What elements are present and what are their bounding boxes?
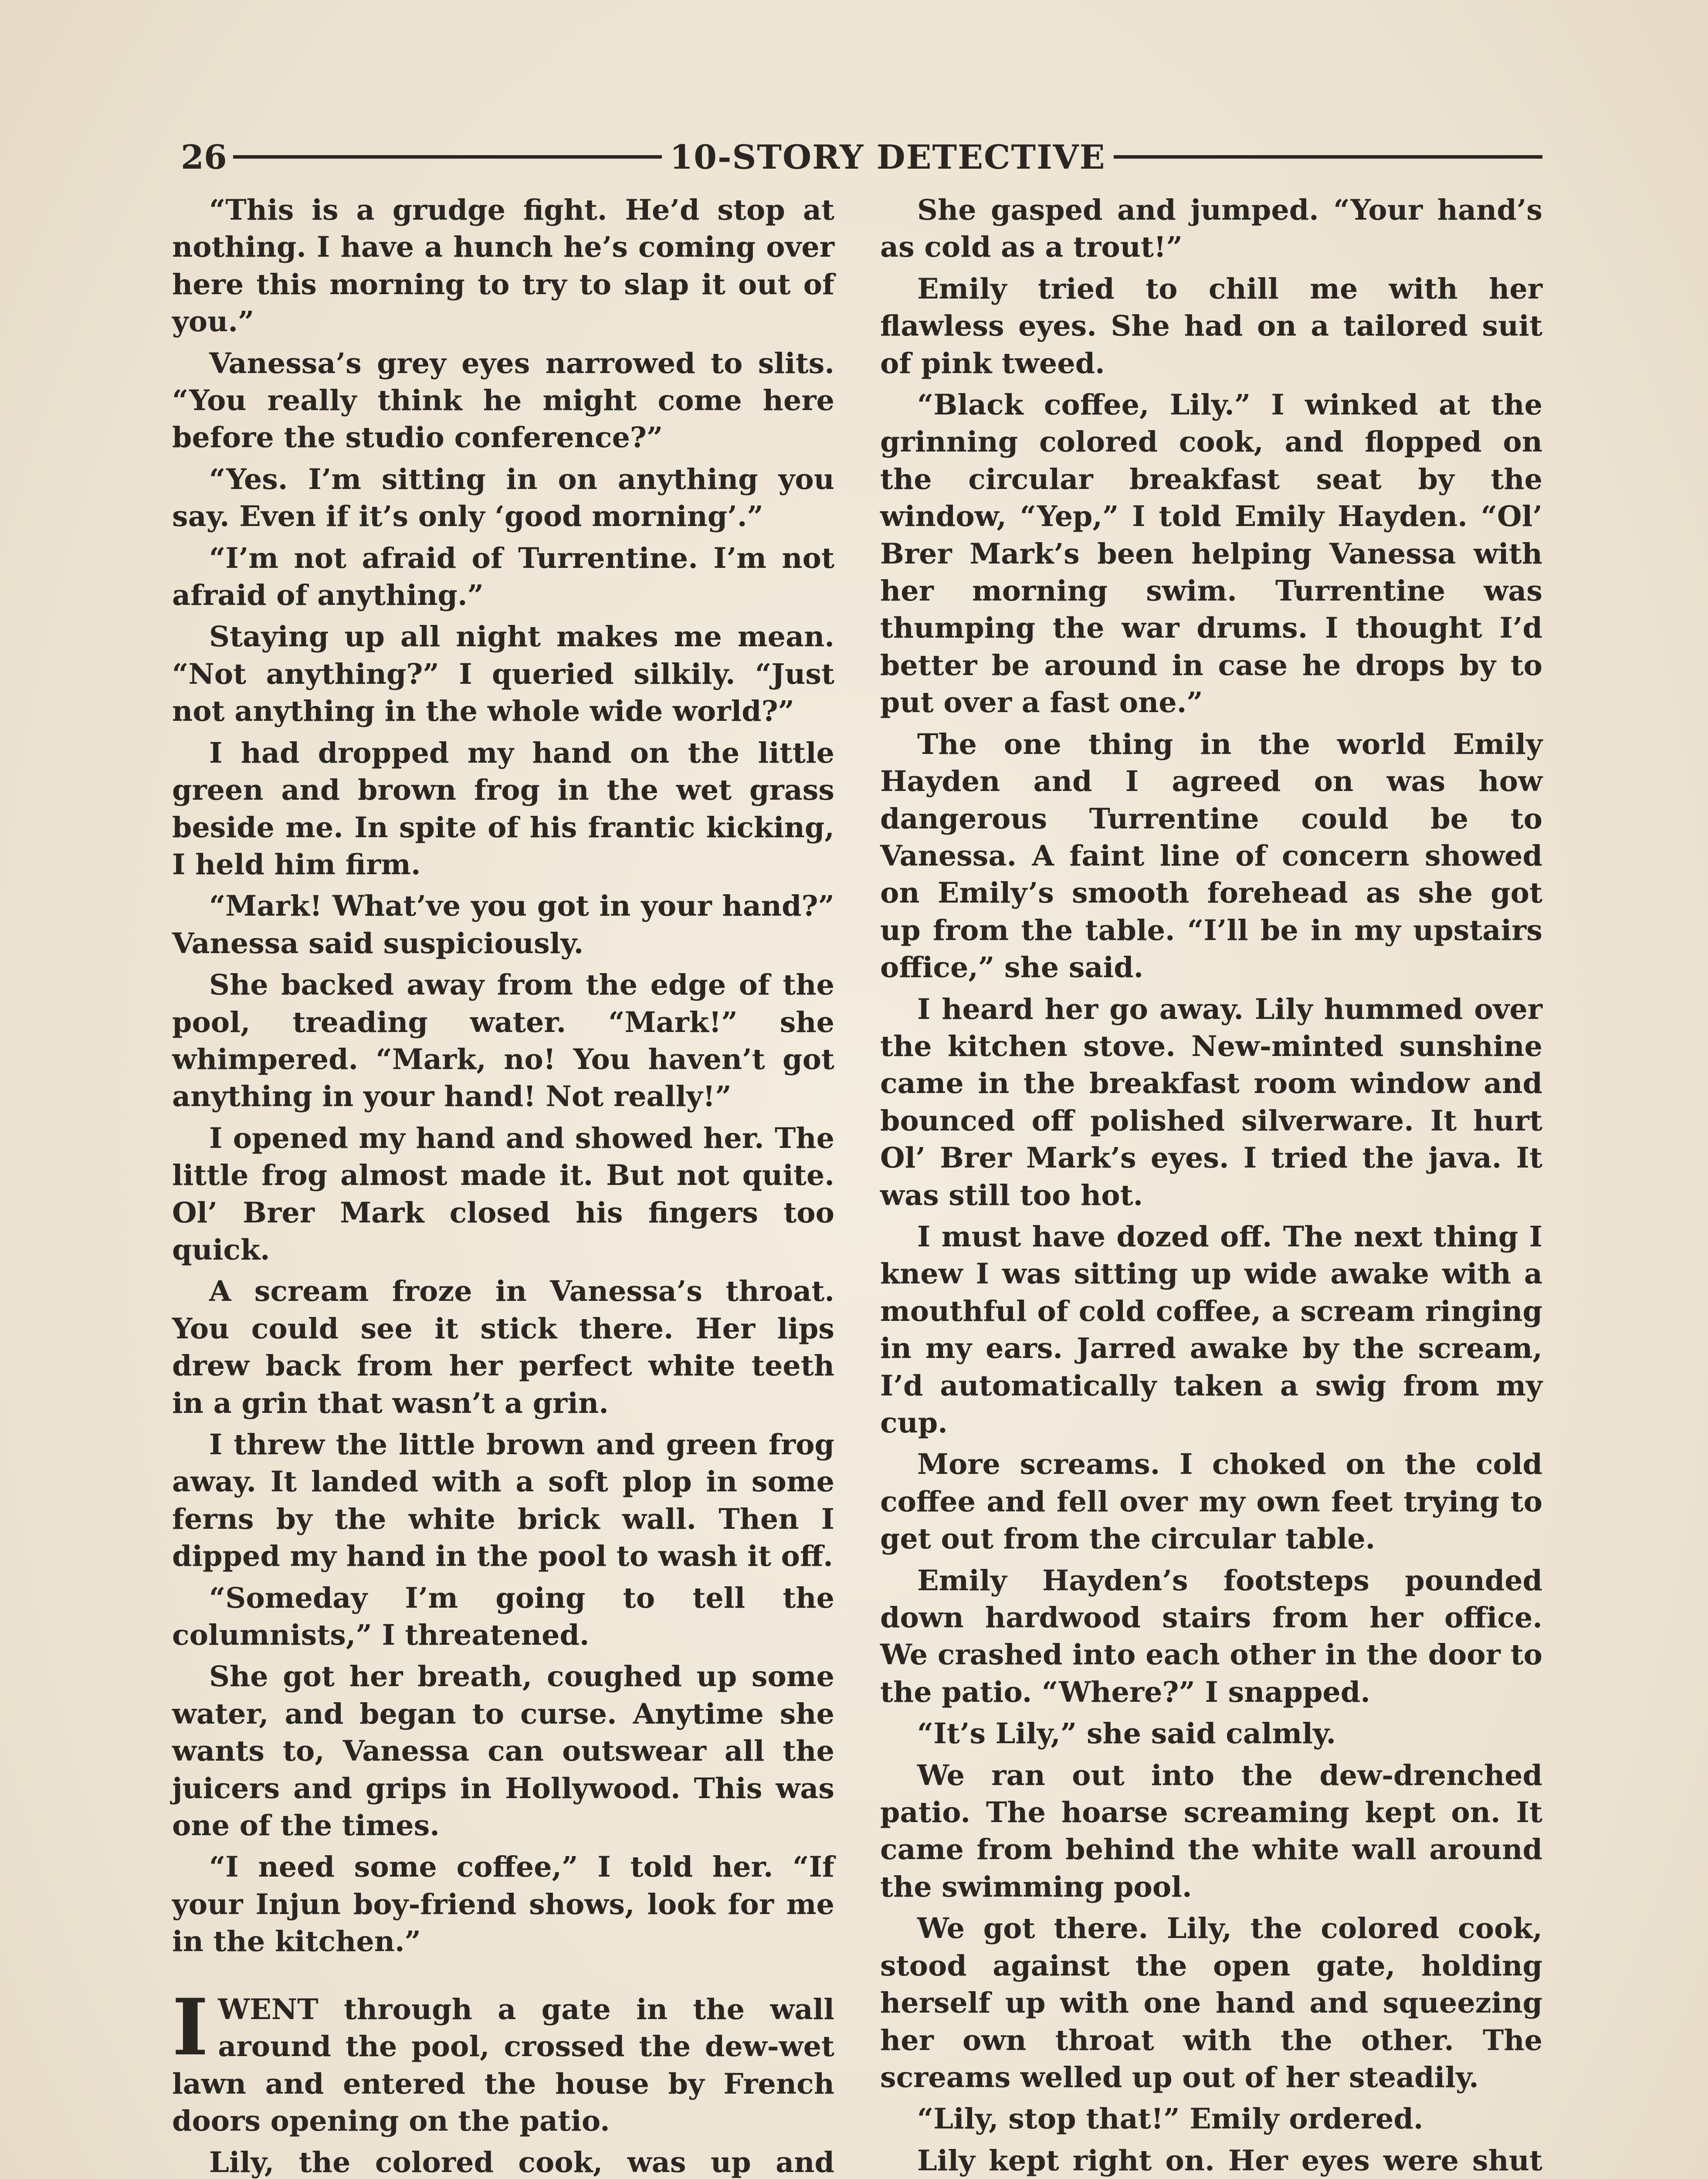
paragraph: She gasped and jumped. “Your hand’s as cold as a trout!” bbox=[880, 193, 1542, 264]
paragraph: Lily kept right on. Her eyes were shut bbox=[917, 2144, 1542, 2177]
paragraph: The one thing in the world Emily Hayden and I agreed on was how dangerous Turrentine could be to Vanessa. A faint line of concern showed on Emily’s smooth forehead as she got up from the table. “I’ll be in my upstairs office,” she said. bbox=[880, 727, 1542, 984]
paragraph: More screams. I choked on the cold coffee and fell over my own feet trying to get out from the circular table. bbox=[880, 1448, 1542, 1556]
header-rule-left bbox=[233, 155, 662, 159]
running-header bbox=[181, 131, 1542, 183]
paragraph: “Lily, stop that!” Emily ordered. bbox=[917, 2102, 1423, 2136]
magazine-title: 10-STORY DETECTIVE bbox=[670, 137, 1106, 176]
paragraph: Emily tried to chill me with her flawless eyes. She had on a tailored suit of pink tweed. bbox=[880, 272, 1542, 380]
paragraph: Staying up all night makes me mean. “Not anything?” I queried silkily. “Just not anything in the whole wide world?” bbox=[172, 620, 834, 728]
paragraph: I opened my hand and showed her. The little frog almost made it. But not quite. Ol’ Brer Mark closed his fingers too quick. bbox=[172, 1121, 834, 1266]
paragraph: “Someday I’m going to tell the columnists,” I threatened. bbox=[172, 1581, 834, 1652]
header-rule-right bbox=[1114, 155, 1542, 159]
paragraph: I must have dozed off. The next thing I knew I was sitting up wide awake with a mouthful of cold coffee, a scream ringing in my ears. Jarred awake by the scream, I’d automatically taken a swig from my cup. bbox=[880, 1220, 1542, 1439]
right-column bbox=[880, 192, 1542, 2179]
left-column bbox=[172, 192, 834, 2179]
paragraph: I heard her go away. Lily hummed over the kitchen stove. New-minted sunshine came in the breakfast room window and bounced off polished silverware. It hurt Ol’ Brer Mark’s eyes. I tried the java. It was still too hot. bbox=[880, 992, 1542, 1212]
paragraph: We ran out into the dew-drenched patio. The hoarse screaming kept on. It came from behind the white wall around the swimming pool. bbox=[880, 1758, 1542, 1904]
paragraph: “It’s Lily,” she said calmly. bbox=[917, 1717, 1336, 1751]
paragraph: “I need some coffee,” I told her. “If your Injun boy-friend shows, look for me in the kitchen.” bbox=[172, 1850, 834, 1958]
dropcap-text: WENT through a gate in the wall around the pool, crossed the dew-wet lawn and entered the house by French doors opening on the patio. bbox=[172, 1992, 834, 2138]
paragraph: “Yes. I’m sitting in on anything you say. Even if it’s only ‘good morning’.” bbox=[172, 462, 834, 533]
paragraph: We got there. Lily, the colored cook, stood against the open gate, holding herself up with one hand and squeezing her own throat with the other. The screams welled up out of her steadily. bbox=[880, 1912, 1542, 2094]
paragraph: She backed away from the edge of the pool, treading water. “Mark!” she whimpered. “Mark, no! You haven’t got anything in your hand! Not really!” bbox=[172, 968, 834, 1113]
paragraph: Lily, the colored cook, was up and bbox=[209, 2146, 834, 2179]
paragraph: Vanessa’s grey eyes narrowed to slits. “You really think he might come here before the studio conference?” bbox=[172, 346, 834, 455]
dropcap-paragraph bbox=[172, 1981, 834, 2140]
paragraph: “Mark! What’ve you got in your hand?” Vanessa said suspiciously. bbox=[172, 889, 834, 960]
paragraph: Emily Hayden’s footsteps pounded down hardwood stairs from her office. We crashed into each other in the door to the patio. “Where?” I snapped. bbox=[880, 1564, 1542, 1709]
page-number: 26 bbox=[181, 137, 227, 176]
paragraph: A scream froze in Vanessa’s throat. You could see it stick there. Her lips drew back from her perfect white teeth in a grin that wasn’t a grin. bbox=[172, 1275, 834, 1420]
paragraph: “This is a grudge fight. He’d stop at nothing. I have a hunch he’s coming over here this morning to try to slap it out of you.” bbox=[172, 193, 834, 339]
paragraph: I had dropped my hand on the little green and brown frog in the wet grass beside me. In spite of his frantic kicking, I held him firm. bbox=[172, 736, 834, 881]
paragraph: “I’m not afraid of Turrentine. I’m not afraid of anything.” bbox=[172, 541, 834, 612]
paragraph: She got her breath, coughed up some water, and began to curse. Anytime she wants to, Vanessa can outswear all the juicers and grips in Hollywood. This was one of the times. bbox=[172, 1660, 834, 1843]
drop-cap-letter: I bbox=[172, 1981, 209, 2073]
paragraph: “Black coffee, Lily.” I winked at the grinning colored cook, and flopped on the circular breakfast seat by the window, “Yep,” I told Emily Hayden. “Ol’ Brer Mark’s been helping Vanessa with her morning swim. Turrentine was thumping the war drums. I thought I’d better be around in case he drops by to put over a fast one.” bbox=[880, 388, 1542, 720]
paragraph: I threw the little brown and green frog away. It landed with a soft plop in some ferns by the white brick wall. Then I dipped my hand in the pool to wash it off. bbox=[172, 1428, 834, 1573]
